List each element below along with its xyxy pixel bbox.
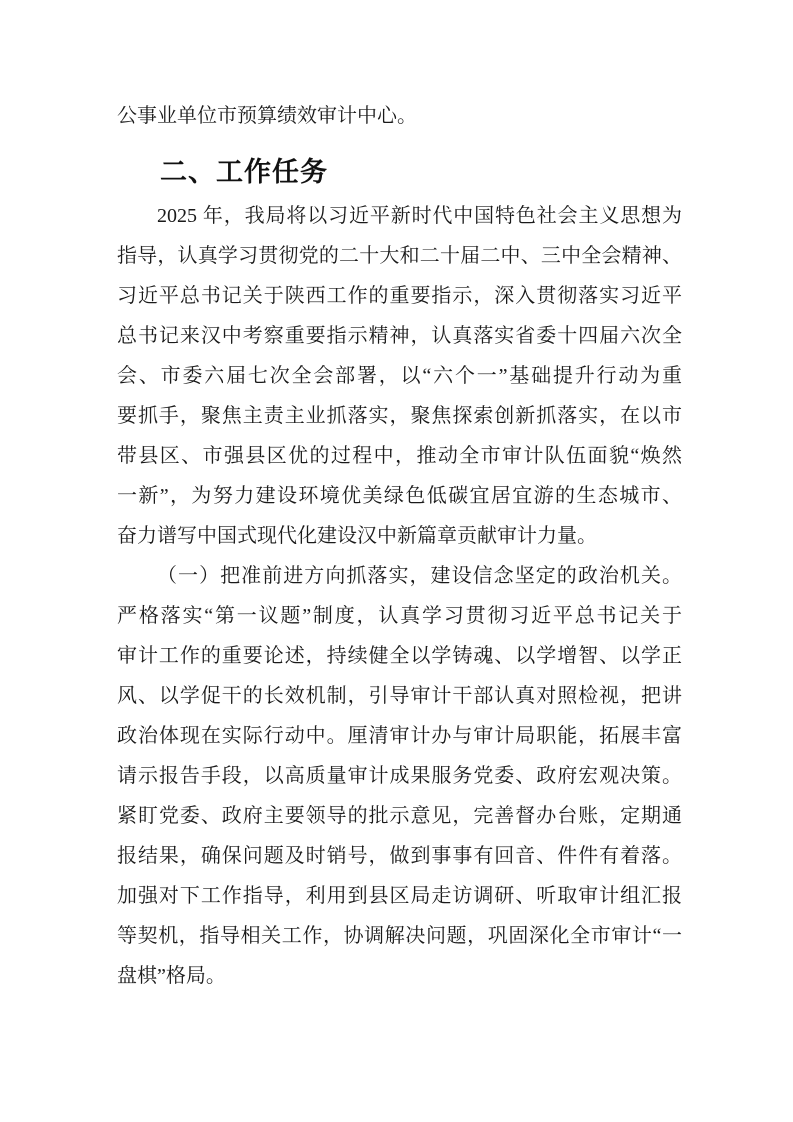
- text-line: 等契机，指导相关工作，协调解决问题，巩固深化全市审计“一: [117, 925, 682, 947]
- text-line: 报结果，确保问题及时销号，做到事事有回音、件件有着落。: [117, 845, 682, 867]
- text-line: 加强对下工作指导，利用到县区局走访调研、听取审计组汇报: [117, 885, 682, 907]
- text-line: 2025 年，我局将以习近平新时代中国特色社会主义思想为: [157, 205, 682, 227]
- section-heading: 二、工作任务: [160, 157, 328, 187]
- text-line: 带县区、市强县区优的过程中，推动全市审计队伍面貌“焕然: [117, 445, 682, 467]
- text-line: 政治体现在实际行动中。厘清审计办与审计局职能，拓展丰富: [117, 725, 682, 747]
- text-line: （一）把准前进方向抓落实，建设信念坚定的政治机关。: [157, 565, 682, 587]
- text-line: 公事业单位市预算绩效审计中心。: [117, 105, 417, 127]
- text-line: 紧盯党委、政府主要领导的批示意见，完善督办台账，定期通: [117, 805, 682, 827]
- text-line: 严格落实“第一议题”制度，认真学习贯彻习近平总书记关于: [117, 605, 682, 627]
- text-line: 奋力谱写中国式现代化建设汉中新篇章贡献审计力量。: [117, 525, 597, 547]
- text-line: 会、市委六届七次全会部署，以“六个一”基础提升行动为重: [117, 365, 682, 387]
- text-line: 指导，认真学习贯彻党的二十大和二十届二中、三中全会精神、: [117, 245, 682, 267]
- text-line: 总书记来汉中考察重要指示精神，认真落实省委十四届六次全: [117, 325, 682, 347]
- text-line: 习近平总书记关于陕西工作的重要指示，深入贯彻落实习近平: [117, 285, 682, 307]
- paragraph-1: [117, 196, 682, 556]
- text-line: 审计工作的重要论述，持续健全以学铸魂、以学增智、以学正: [117, 645, 682, 667]
- paragraph-2: [117, 556, 682, 996]
- text-line: 风、以学促干的长效机制，引导审计干部认真对照检视，把讲: [117, 685, 682, 707]
- text-line: 要抓手，聚焦主责主业抓落实，聚焦探索创新抓落实，在以市: [117, 405, 682, 427]
- text-line: 一新”，为努力建设环境优美绿色低碳宜居宜游的生态城市、: [117, 485, 682, 507]
- text-line: 盘棋”格局。: [117, 965, 226, 987]
- paragraph-continuation: [117, 96, 682, 136]
- text-line: 请示报告手段，以高质量审计成果服务党委、政府宏观决策。: [117, 765, 682, 787]
